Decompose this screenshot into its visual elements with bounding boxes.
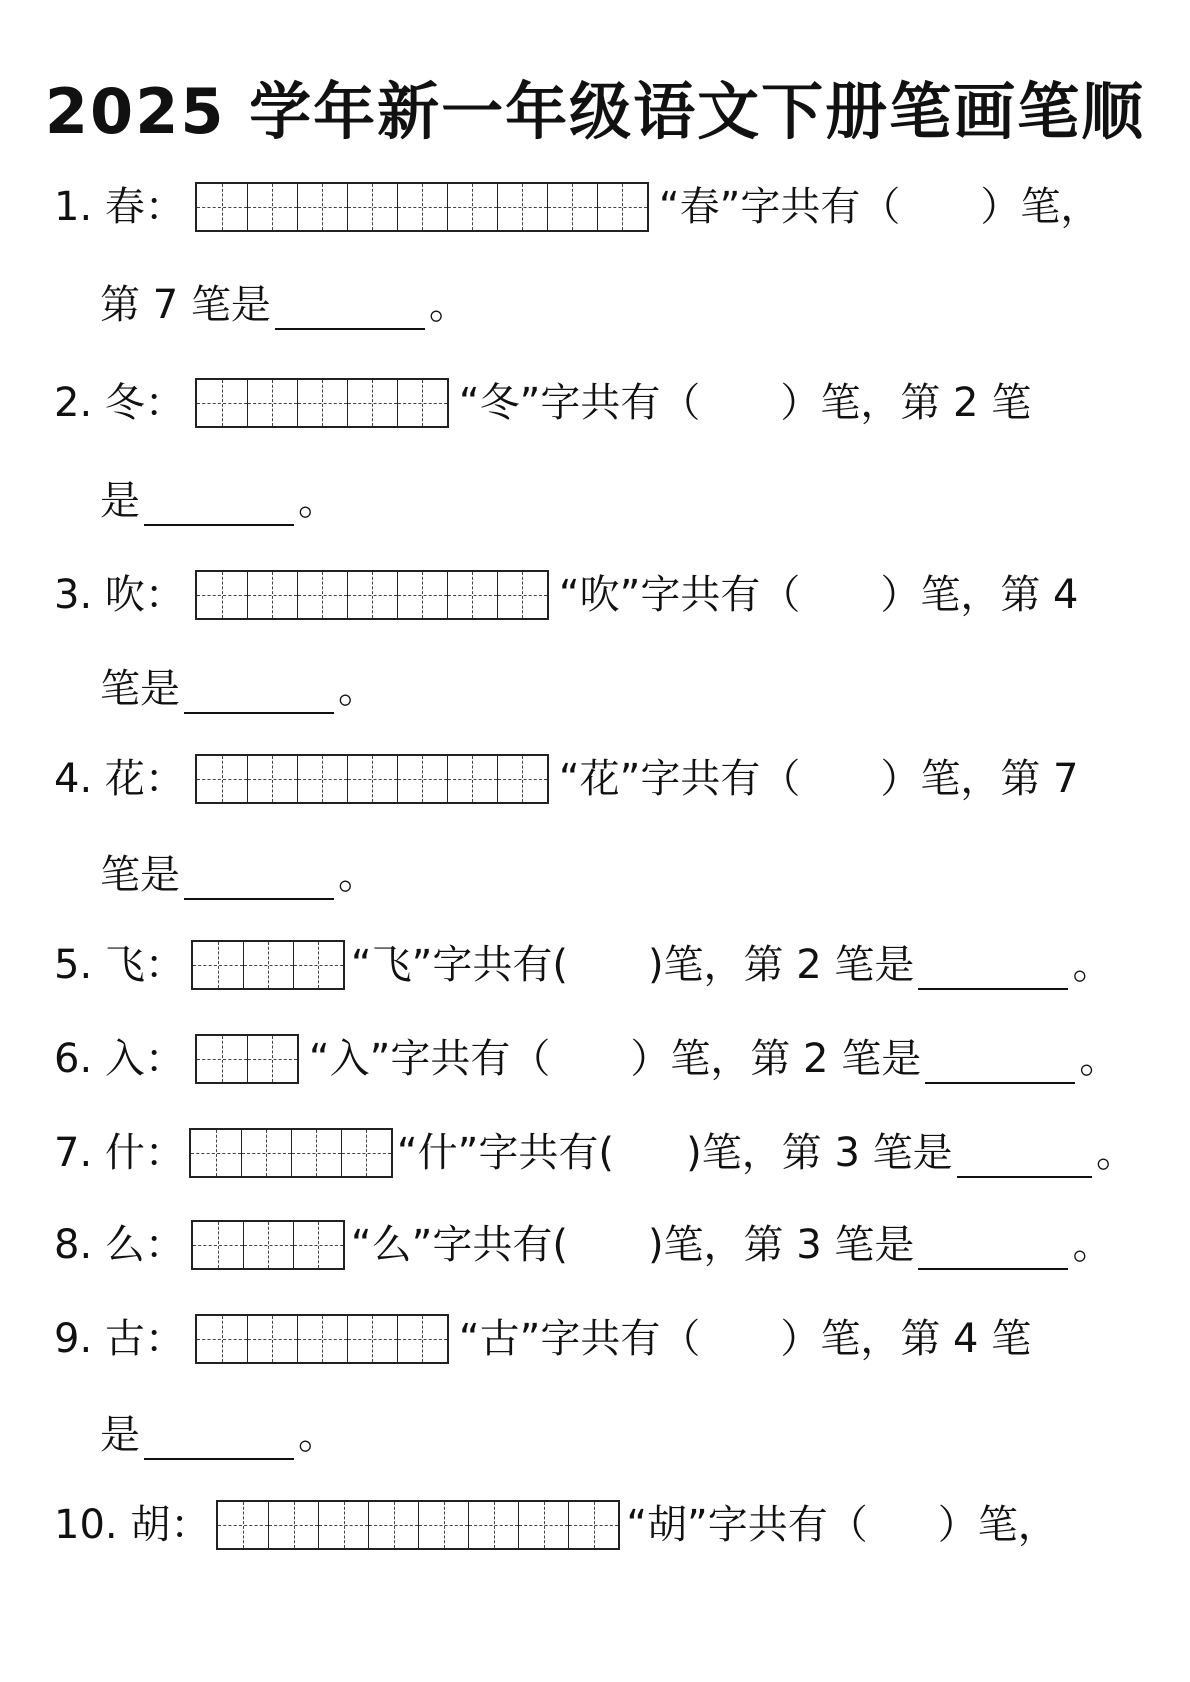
grid-cell[interactable] xyxy=(497,572,547,618)
grid-cell[interactable] xyxy=(297,380,347,426)
period: 。 xyxy=(338,852,378,898)
grid-cell[interactable] xyxy=(293,942,343,988)
grid-cell[interactable] xyxy=(247,1036,297,1082)
grid-cell[interactable] xyxy=(197,184,247,230)
stroke-count-prompt: “飞”字共有( xyxy=(350,942,568,988)
grid-cell[interactable] xyxy=(468,1502,518,1548)
stroke-count-prompt: “花”字共有（ xyxy=(558,756,801,802)
answer-blank[interactable] xyxy=(918,1220,1068,1270)
question-4 xyxy=(54,744,1136,814)
stroke-count-suffix: ）笔，第 7 xyxy=(880,756,1079,802)
question-9 xyxy=(54,1304,1136,1374)
answer-blank[interactable] xyxy=(144,1410,294,1460)
question-number-label: 2. 冬： xyxy=(54,380,185,426)
stroke-count-suffix: ）笔，第 4 xyxy=(880,572,1079,618)
grid-cell[interactable] xyxy=(291,1130,341,1176)
question-5 xyxy=(54,930,1136,1000)
grid-cell[interactable] xyxy=(568,1502,618,1548)
stroke-count-suffix: ）笔， xyxy=(980,184,1101,230)
stroke-count-prompt: “春”字共有（ xyxy=(658,184,901,230)
grid-cell[interactable] xyxy=(368,1502,418,1548)
question-6 xyxy=(54,1024,1136,1094)
grid-cell[interactable] xyxy=(191,1130,241,1176)
stroke-grid[interactable] xyxy=(195,378,449,428)
stroke-order-prompt: ）笔，第 2 笔是 xyxy=(630,1036,922,1082)
period: 。 xyxy=(428,282,469,328)
stroke-count-suffix: ）笔， xyxy=(937,1502,1058,1548)
grid-cell[interactable] xyxy=(397,380,447,426)
question-number-label: 3. 吹： xyxy=(54,572,185,618)
stroke-count-prompt: “胡”字共有（ xyxy=(626,1502,868,1548)
question-number-label: 1. 春： xyxy=(54,184,185,230)
question-number-label: 4. 花： xyxy=(54,756,185,802)
grid-cell[interactable] xyxy=(297,1316,347,1362)
grid-cell[interactable] xyxy=(341,1130,391,1176)
grid-cell[interactable] xyxy=(197,1316,247,1362)
grid-cell[interactable] xyxy=(293,1222,343,1268)
question-3-continued xyxy=(100,654,1136,724)
question-3 xyxy=(54,560,1136,630)
stroke-grid[interactable] xyxy=(191,1220,345,1270)
grid-cell[interactable] xyxy=(418,1502,468,1548)
answer-blank[interactable] xyxy=(184,850,334,900)
grid-cell[interactable] xyxy=(447,572,497,618)
grid-cell[interactable] xyxy=(247,572,297,618)
stroke-grid[interactable] xyxy=(216,1500,620,1550)
grid-cell[interactable] xyxy=(397,572,447,618)
stroke-count-prompt: “入”字共有（ xyxy=(308,1036,551,1082)
stroke-grid[interactable] xyxy=(189,1128,393,1178)
grid-cell[interactable] xyxy=(197,1036,247,1082)
stroke-order-prompt: 第 7 笔是 xyxy=(100,282,271,328)
stroke-grid[interactable] xyxy=(195,1314,449,1364)
grid-cell[interactable] xyxy=(197,756,247,802)
stroke-order-prompt: 笔是 xyxy=(100,666,180,712)
question-number-label: 9. 古： xyxy=(54,1316,185,1362)
grid-cell[interactable] xyxy=(347,380,397,426)
stroke-count-prompt: “吹”字共有（ xyxy=(558,572,801,618)
question-number-label: 7. 什： xyxy=(54,1130,185,1176)
question-1 xyxy=(54,172,1136,242)
question-9-continued xyxy=(100,1400,1136,1470)
question-2-continued xyxy=(100,466,1136,536)
answer-blank[interactable] xyxy=(275,280,425,330)
grid-cell[interactable] xyxy=(347,572,397,618)
stroke-order-prompt: 是 xyxy=(100,1412,140,1458)
grid-cell[interactable] xyxy=(447,184,497,230)
grid-cell[interactable] xyxy=(318,1502,368,1548)
grid-cell[interactable] xyxy=(268,1502,318,1548)
grid-cell[interactable] xyxy=(247,1316,297,1362)
grid-cell[interactable] xyxy=(247,380,297,426)
grid-cell[interactable] xyxy=(497,756,547,802)
grid-cell[interactable] xyxy=(193,942,243,988)
answer-blank[interactable] xyxy=(957,1128,1092,1178)
grid-cell[interactable] xyxy=(347,756,397,802)
grid-cell[interactable] xyxy=(297,184,347,230)
stroke-count-prompt: “么”字共有( xyxy=(350,1222,568,1268)
stroke-count-suffix: ）笔，第 4 笔 xyxy=(780,1316,1032,1362)
answer-blank[interactable] xyxy=(918,940,1068,990)
stroke-count-prompt: “什”字共有( xyxy=(396,1130,614,1176)
answer-blank[interactable] xyxy=(184,664,334,714)
stroke-grid[interactable] xyxy=(195,1034,299,1084)
period: 。 xyxy=(1079,1036,1120,1082)
period: 。 xyxy=(1072,942,1113,988)
grid-cell[interactable] xyxy=(397,1316,447,1362)
stroke-count-prompt: “古”字共有（ xyxy=(458,1316,701,1362)
question-2 xyxy=(54,368,1136,438)
page-title: 2025 学年新一年级语文下册笔画笔顺 xyxy=(44,75,1146,148)
grid-cell[interactable] xyxy=(497,184,547,230)
stroke-grid[interactable] xyxy=(195,182,649,232)
question-number-label: 5. 飞： xyxy=(54,942,185,988)
grid-cell[interactable] xyxy=(197,380,247,426)
grid-cell[interactable] xyxy=(243,942,293,988)
grid-cell[interactable] xyxy=(597,184,647,230)
question-1-continued xyxy=(100,270,1136,340)
question-4-continued xyxy=(100,840,1136,910)
stroke-grid[interactable] xyxy=(195,754,549,804)
stroke-order-prompt: )笔，第 3 笔是 xyxy=(686,1130,953,1176)
question-8 xyxy=(54,1210,1136,1280)
grid-cell[interactable] xyxy=(347,184,397,230)
stroke-order-prompt: )笔，第 2 笔是 xyxy=(647,942,915,988)
grid-cell[interactable] xyxy=(447,756,497,802)
grid-cell[interactable] xyxy=(193,1222,243,1268)
period: 。 xyxy=(1072,1222,1113,1268)
period: 。 xyxy=(338,666,378,712)
grid-cell[interactable] xyxy=(518,1502,568,1548)
stroke-order-prompt: 笔是 xyxy=(100,852,180,898)
grid-cell[interactable] xyxy=(197,572,247,618)
grid-cell[interactable] xyxy=(243,1222,293,1268)
grid-cell[interactable] xyxy=(218,1502,268,1548)
grid-cell[interactable] xyxy=(547,184,597,230)
question-number-label: 6. 入： xyxy=(54,1036,185,1082)
period: 。 xyxy=(298,1412,338,1458)
grid-cell[interactable] xyxy=(347,1316,397,1362)
stroke-count-suffix: ）笔，第 2 笔 xyxy=(780,380,1032,426)
stroke-count-prompt: “冬”字共有（ xyxy=(458,380,701,426)
grid-cell[interactable] xyxy=(397,184,447,230)
stroke-order-prompt: )笔，第 3 笔是 xyxy=(647,1222,915,1268)
grid-cell[interactable] xyxy=(247,184,297,230)
question-number-label: 8. 么： xyxy=(54,1222,185,1268)
grid-cell[interactable] xyxy=(247,756,297,802)
stroke-order-prompt: 是 xyxy=(100,478,140,524)
answer-blank[interactable] xyxy=(144,476,294,526)
grid-cell[interactable] xyxy=(297,572,347,618)
period: 。 xyxy=(298,478,338,524)
stroke-grid[interactable] xyxy=(191,940,345,990)
question-number-label: 10. 胡： xyxy=(54,1502,211,1548)
question-10 xyxy=(54,1490,1136,1560)
grid-cell[interactable] xyxy=(241,1130,291,1176)
stroke-grid[interactable] xyxy=(195,570,549,620)
period: 。 xyxy=(1096,1130,1136,1176)
grid-cell[interactable] xyxy=(297,756,347,802)
answer-blank[interactable] xyxy=(925,1034,1075,1084)
question-7 xyxy=(54,1118,1136,1188)
grid-cell[interactable] xyxy=(397,756,447,802)
